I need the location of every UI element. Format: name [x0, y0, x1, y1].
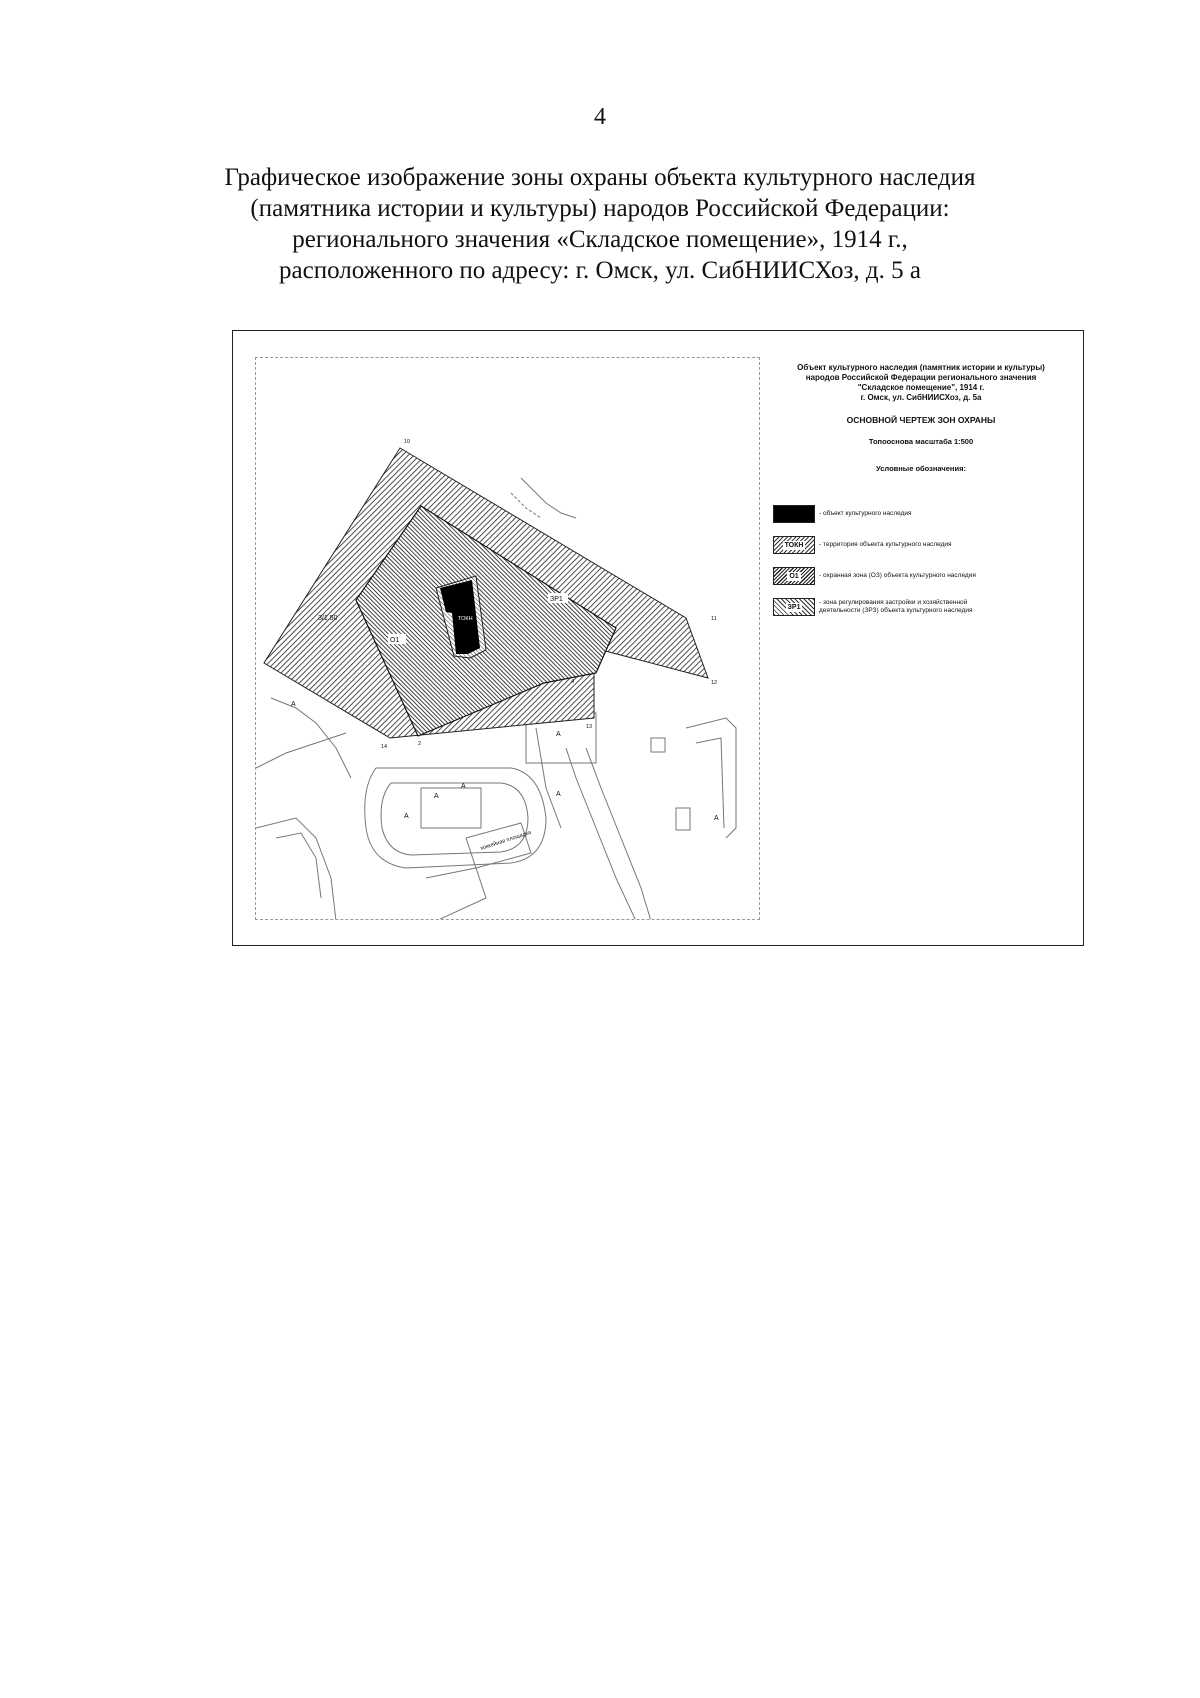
point-12: 12 [711, 680, 718, 686]
legend-item-regulation [773, 596, 1077, 618]
legend-item-territory-text [819, 541, 952, 549]
letter-a-1: А [291, 701, 296, 708]
legend-title-line-4: г. Омск, ул. СибНИИСХоз, д. 5а [860, 393, 982, 402]
swatch-territory [773, 536, 815, 554]
letter-a-7: А [714, 815, 719, 822]
swatch-territory-code: ТОКН [784, 541, 804, 549]
document-title [150, 162, 1050, 286]
swatch-regulation-code: ЗР1 [787, 603, 801, 611]
drawing-title: ОСНОВНОЙ ЧЕРТЕЖ ЗОН ОХРАНЫ [846, 415, 996, 425]
letter-a-3: А [461, 783, 466, 790]
legend-item-protection-text [819, 572, 976, 580]
legend-item-protection-line: - охранная зона (ОЗ) объекта культурного наследия [819, 572, 976, 579]
zone-label-zr1: ЗР1 [550, 596, 563, 603]
point-13: 13 [586, 724, 593, 730]
road-label: хоккейная площадка [479, 829, 533, 852]
swatch-protection-code: О1 [789, 572, 799, 580]
point-2: 2 [418, 741, 422, 747]
letter-a-6: А [556, 791, 561, 798]
legend-item-regulation-line-1: - зона регулирования застройки и хозяйственной [819, 599, 968, 606]
title-line-3: регионального значения «Складское помещение», 1914 г., [292, 226, 908, 253]
object-label: ТОКН [458, 616, 473, 622]
point-4: 4 [571, 679, 575, 685]
title-line-2: (памятника истории и культуры) народов Российской Федерации: [250, 195, 950, 222]
letter-a-2: А [434, 793, 439, 800]
legend-item-regulation-line-2: деятельности (ЗРЗ) объекта культурного наследия [819, 607, 973, 614]
swatch-object [773, 505, 815, 523]
page-number: 4 [594, 104, 606, 130]
title-line-4: расположенного по адресу: г. Омск, ул. СибНИИСХоз, д. 5 а [279, 257, 921, 284]
elevation-label: 3/1.50 [318, 615, 338, 622]
letter-a-4: А [404, 813, 409, 820]
legend-item-object-line: - объект культурного наследия [819, 510, 912, 517]
legend-item-protection [773, 565, 1077, 587]
site-plan-svg [256, 358, 760, 920]
legend-title-line-1: Объект культурного наследия (памятник истории и культуры) [797, 363, 1045, 372]
letter-a-5: А [556, 731, 561, 738]
swatch-regulation [773, 598, 815, 616]
drawing-scale: Топооснова масштаба 1:500 [868, 437, 974, 446]
legend-caption: Условные обозначения: [876, 464, 966, 473]
point-14: 14 [381, 744, 388, 750]
legend-item-object-text [819, 510, 912, 518]
zone-map-figure [232, 330, 1084, 946]
site-plan-map [255, 357, 760, 920]
legend-panel [765, 357, 1077, 917]
legend-object-title [765, 363, 1077, 403]
legend-items [765, 503, 1077, 618]
legend-title-line-2: народов Российской Федерации регионального значения [805, 373, 1037, 382]
legend-item-territory [773, 534, 1077, 556]
title-line-1: Графическое изображение зоны охраны объекта культурного наследия [224, 164, 976, 191]
legend-item-object [773, 503, 1077, 525]
legend-item-territory-line: - территория объекта культурного наследия [819, 541, 952, 548]
legend-item-regulation-text [819, 599, 973, 615]
swatch-protection [773, 567, 815, 585]
point-11: 11 [711, 616, 717, 622]
legend-title-line-3: "Складское помещение", 1914 г. [857, 383, 985, 392]
zone-label-o1: О1 [390, 637, 400, 644]
point-10: 10 [404, 439, 411, 445]
